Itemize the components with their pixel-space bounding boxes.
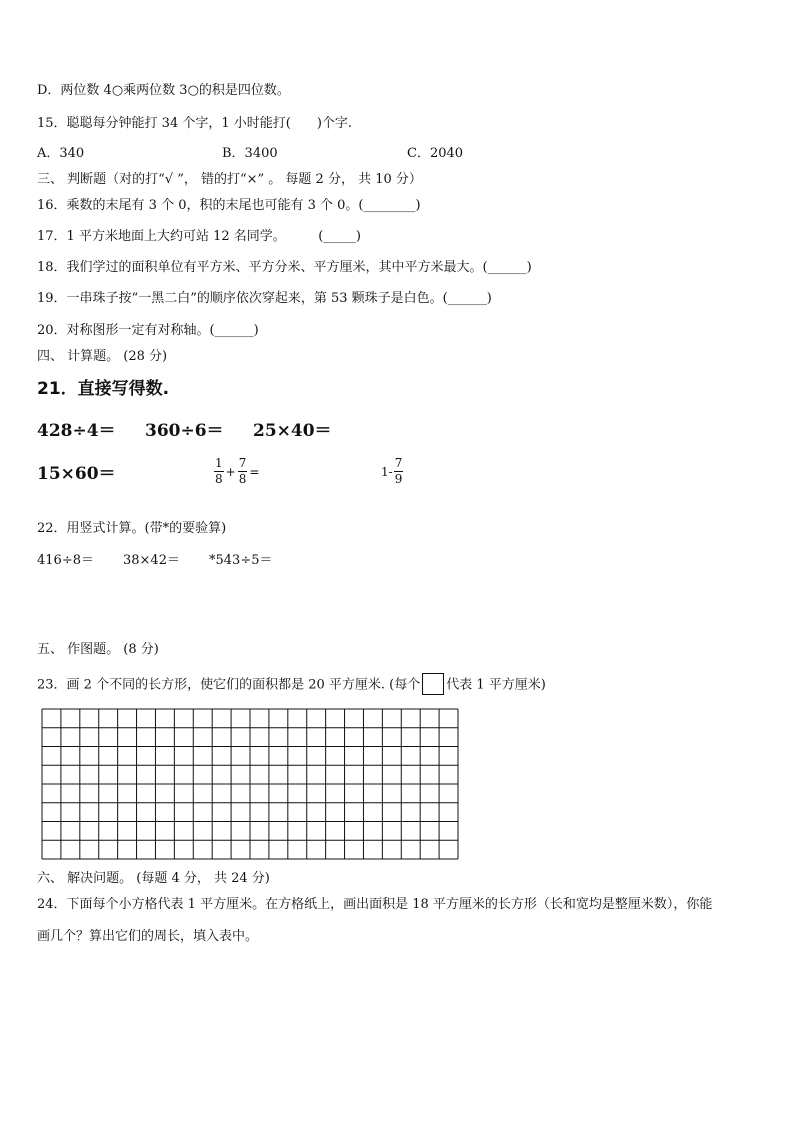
numerator: 7 xyxy=(394,456,403,470)
denominator: 8 xyxy=(238,472,247,486)
question-22: 22．用竖式计算。(带*的要验算) xyxy=(37,521,227,536)
denominator: 9 xyxy=(394,472,403,486)
lead-term: 1- xyxy=(381,464,393,479)
question-23-text: 23．画 2 个不同的长方形，使它们的面积都是 20 平方厘米. (每个 xyxy=(37,677,421,693)
fraction-sum-expression xyxy=(213,456,260,487)
question-17: 17．1 平方米地面上大约可站 12 名同学。 (_____) xyxy=(37,229,361,244)
question-20: 20．对称图形一定有对称轴。(______) xyxy=(37,323,259,338)
calc-item-1: 428÷4＝ xyxy=(37,421,116,441)
question-24-line-1: 24．下面每个小方格代表 1 平方厘米。在方格纸上，画出面积是 18 平方厘米的长方形（长和宽均是整厘米数），你能 xyxy=(37,897,713,912)
section-6-heading: 六、 解决问题。 (每题 4 分， 共 24 分) xyxy=(37,871,270,886)
question-15-option-b: B．3400 xyxy=(222,146,278,161)
question-23 xyxy=(37,674,546,696)
section-5-heading: 五、 作图题。 (8 分) xyxy=(37,642,159,657)
question-19: 19．一串珠子按“一黑二白”的顺序依次穿起来，第 53 颗珠子是白色。(______) xyxy=(37,291,492,306)
denominator: 8 xyxy=(215,472,223,486)
vertical-calc-item-3: *543÷5＝ xyxy=(209,553,273,568)
question-15: 15．聪聪每分钟能打 34 个字，1 小时能打( )个字. xyxy=(37,116,353,131)
calc-item-4: 15×60＝ xyxy=(37,464,116,484)
fraction-7-9 xyxy=(394,456,404,487)
calc-item-3: 25×40＝ xyxy=(253,421,332,441)
question-18: 18．我们学过的面积单位有平方米、平方分米、平方厘米，其中平方米最大。(______) xyxy=(37,260,532,275)
question-23-text-end: 代表 1 平方厘米) xyxy=(446,677,546,693)
section-4-heading: 四、 计算题。 (28 分) xyxy=(37,349,168,364)
fraction-7-8 xyxy=(238,456,248,487)
unit-square-icon xyxy=(422,673,444,695)
section-3-heading: 三、 判断题（对的打“√ ”， 错的打“×” 。 每题 2 分， 共 10 分） xyxy=(37,172,422,187)
equals-sign: = xyxy=(249,464,260,479)
vertical-calc-item-1: 416÷8＝ xyxy=(37,553,94,568)
question-15-option-c: C．2040 xyxy=(407,146,464,161)
calc-item-2: 360÷6＝ xyxy=(145,421,224,441)
square-grid-paper xyxy=(41,708,459,860)
vertical-calc-item-2: 38×42＝ xyxy=(123,553,180,568)
fraction-1-8 xyxy=(214,456,224,487)
fraction-difference-expression xyxy=(381,456,404,487)
question-21-title: 21．直接写得数. xyxy=(37,379,170,399)
numerator: 1 xyxy=(215,456,223,470)
question-15-option-a: A．340 xyxy=(37,146,85,161)
plus-sign: + xyxy=(225,464,236,479)
question-24-line-2: 画几个？算出它们的周长，填入表中。 xyxy=(37,929,259,944)
question-14-option-d: D．两位数 4○乘两位数 3○的积是四位数。 xyxy=(37,83,290,98)
numerator: 7 xyxy=(238,456,247,470)
question-16: 16．乘数的末尾有 3 个 0，积的末尾也可能有 3 个 0。(________) xyxy=(37,198,421,213)
